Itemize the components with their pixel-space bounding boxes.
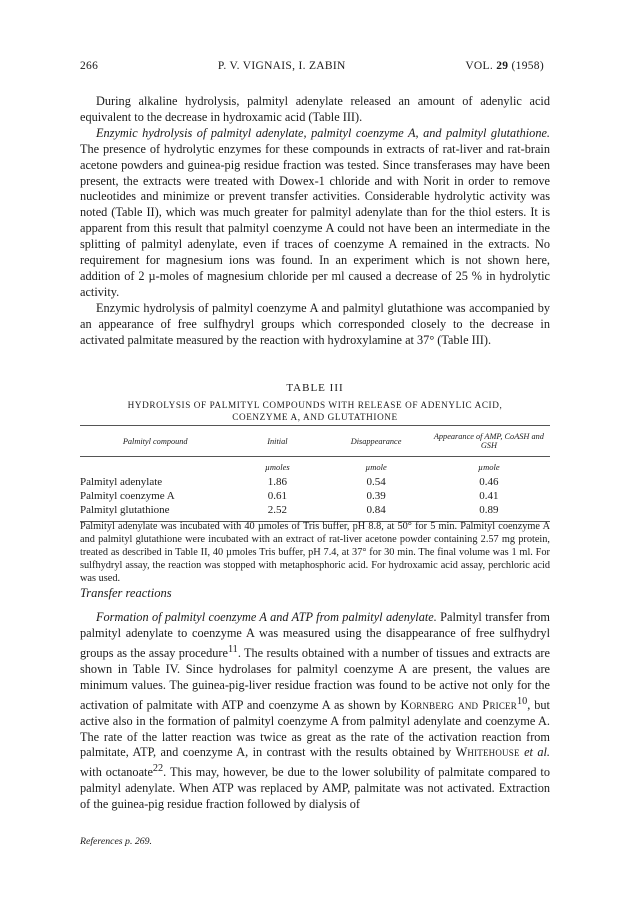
col-header: Initial — [230, 426, 324, 457]
table-row — [80, 475, 550, 489]
unit-label: µmoles — [265, 462, 290, 472]
table-header-row — [80, 426, 550, 457]
compound-name: Palmityl coenzyme A — [80, 490, 175, 502]
disappearance-value: 0.54 — [366, 476, 386, 488]
appearance-value: 0.41 — [479, 490, 499, 502]
initial-value: 1.86 — [267, 476, 288, 488]
table-number: TABLE III — [286, 382, 344, 394]
disappearance-value: 0.84 — [324, 503, 427, 522]
col-header: Disappearance — [324, 426, 427, 457]
initial-value: 2.52 — [230, 503, 324, 522]
running-header — [80, 60, 544, 76]
lower-body-text — [80, 610, 550, 813]
paragraph-sulfhydryl: Enzymic hydrolysis of palmityl coenzyme A and palmityl glutathione was accompanied by an appearance of free sulfhydryl groups which corresponded closely to the decrease in activated palmitate measured by the reaction with hydroxylamine at 37° (Table III). — [80, 300, 550, 347]
data-table — [80, 425, 550, 522]
appearance-value: 0.46 — [479, 476, 499, 488]
upper-body-text — [80, 94, 550, 349]
cited-author: Whitehouse — [455, 745, 520, 760]
disappearance-value: 0.39 — [366, 490, 386, 502]
table-caption — [80, 382, 550, 423]
header-volume: VOL. 29 (1958) — [465, 60, 544, 72]
compound-name: Palmityl adenylate — [80, 476, 163, 488]
run-in-heading: Formation of palmityl coenzyme A and ATP from palmityl adenylate. — [96, 610, 437, 624]
col-header: Palmityl compound — [80, 426, 230, 457]
run-in-heading: Enzymic hydrolysis of palmityl adenylate, palmityl coenzyme A, and palmityl glutathione. — [96, 125, 550, 140]
citation-superscript: 22 — [152, 763, 164, 775]
citation-superscript: 10 — [516, 695, 528, 707]
initial-value: 0.61 — [267, 490, 288, 502]
citation-superscript: 11 — [227, 643, 238, 655]
paragraph-enzymic-hydrolysis: Enzymic hydrolysis of palmityl adenylate, palmityl coenzyme A, and palmityl glutathione. The presence of hydrolytic enzymes for these compounds in extracts of rat-liver and rat-brain acetone powders and guinea-pig residue fraction was tested. Since transferases may have been present, the extracts were treated with Dowex-1 chloride and with Norit in order to remove nucleotides and minimize or prevent transfer activities. Considerable hydrolytic activity was noted (Table II), which was much greater for palmityl adenylate than for the thiol esters. It is apparent from this result that palmityl coenzyme A could not have been an intermediate in the splitting of palmityl adenylate, even if traces of coenzyme A remained in the extracts. No requirement for magnesium ions was found. In an experiment which is not shown here, addition of 2 µ-moles of magnesium chloride per ml caused a decrease of 25 % in hydrolytic activity. — [80, 125, 550, 299]
table-row — [80, 489, 550, 503]
table-title: HYDROLYSIS OF PALMITYL COMPOUNDS WITH RELEASE OF ADENYLIC ACID, COENZYME A, AND GLUTATHIONE — [127, 400, 503, 422]
header-authors: P. V. VIGNAIS, I. ZABIN — [217, 60, 346, 72]
section-heading: Transfer reactions — [80, 586, 172, 600]
appearance-value: 0.89 — [428, 503, 550, 522]
paragraph-alkaline-hydrolysis: During alkaline hydrolysis, palmityl adenylate released an amount of adenylic acid equivalent to the decrease in hydroxamic acid (Table III). — [80, 94, 550, 124]
page-number: 266 — [80, 60, 99, 72]
table-row — [80, 503, 550, 522]
units-row — [80, 457, 550, 476]
table-footnote: Palmityl adenylate was incubated with 40 µmoles of Tris buffer, pH 8.8, at 50° for 5 min. Palmityl coenzyme A and palmityl glutathione were incubated with an extract of rat-liver acetone powder containing 2.57 mg protein, treated as described in Table II, 40 µmoles Tris buffer, pH 7.4, at 37° for 30 min. The final volume was 1 ml. For sulfhydryl assay, the reaction was stopped with metaphosphoric acid. For hydroxamic acid assay, perchloric acid was used. — [80, 521, 550, 585]
unit-label: µmole — [478, 462, 500, 472]
cited-author: Kornberg and Pricer — [400, 697, 517, 712]
paragraph-formation: Formation of palmityl coenzyme A and ATP from palmityl adenylate. Palmityl transfer from palmityl adenylate to coenzyme A was measured using the disappearance of free sulfhydryl groups as the assay procedure$^{11}$. The results obtained with a number of tissues and extracts are shown in Table IV. Since hydrolases for palmityl coenzyme A are present, the values are minimum values. The guinea-pig-liver residue fraction was found to be active not only for the activation of palmitate with ATP and coenzyme A as shown by Kornberg and Pricer$^{10}$, but active also in the formation of palmityl coenzyme A from palmityl adenylate and coenzyme A. The rate of the latter reaction was twice as great as the rate of the activation reaction from palmitate, ATP, and coenzyme A, in contrast with the results obtained by Whitehouse et al. with octanoate$^{22}$. This may, however, be due to the lower solubility of palmitate compared to palmityl adenylate. When ATP was replaced by AMP, palmitate was not activated. Extraction of the guinea-pig residue fraction followed by dialysis of — [80, 610, 551, 812]
compound-name: Palmityl glutathione — [80, 503, 230, 522]
unit-label: µmole — [365, 462, 387, 472]
references-note: References p. 269. — [80, 836, 152, 847]
col-header: Appearance of AMP, CoASH and GSH — [428, 426, 550, 457]
